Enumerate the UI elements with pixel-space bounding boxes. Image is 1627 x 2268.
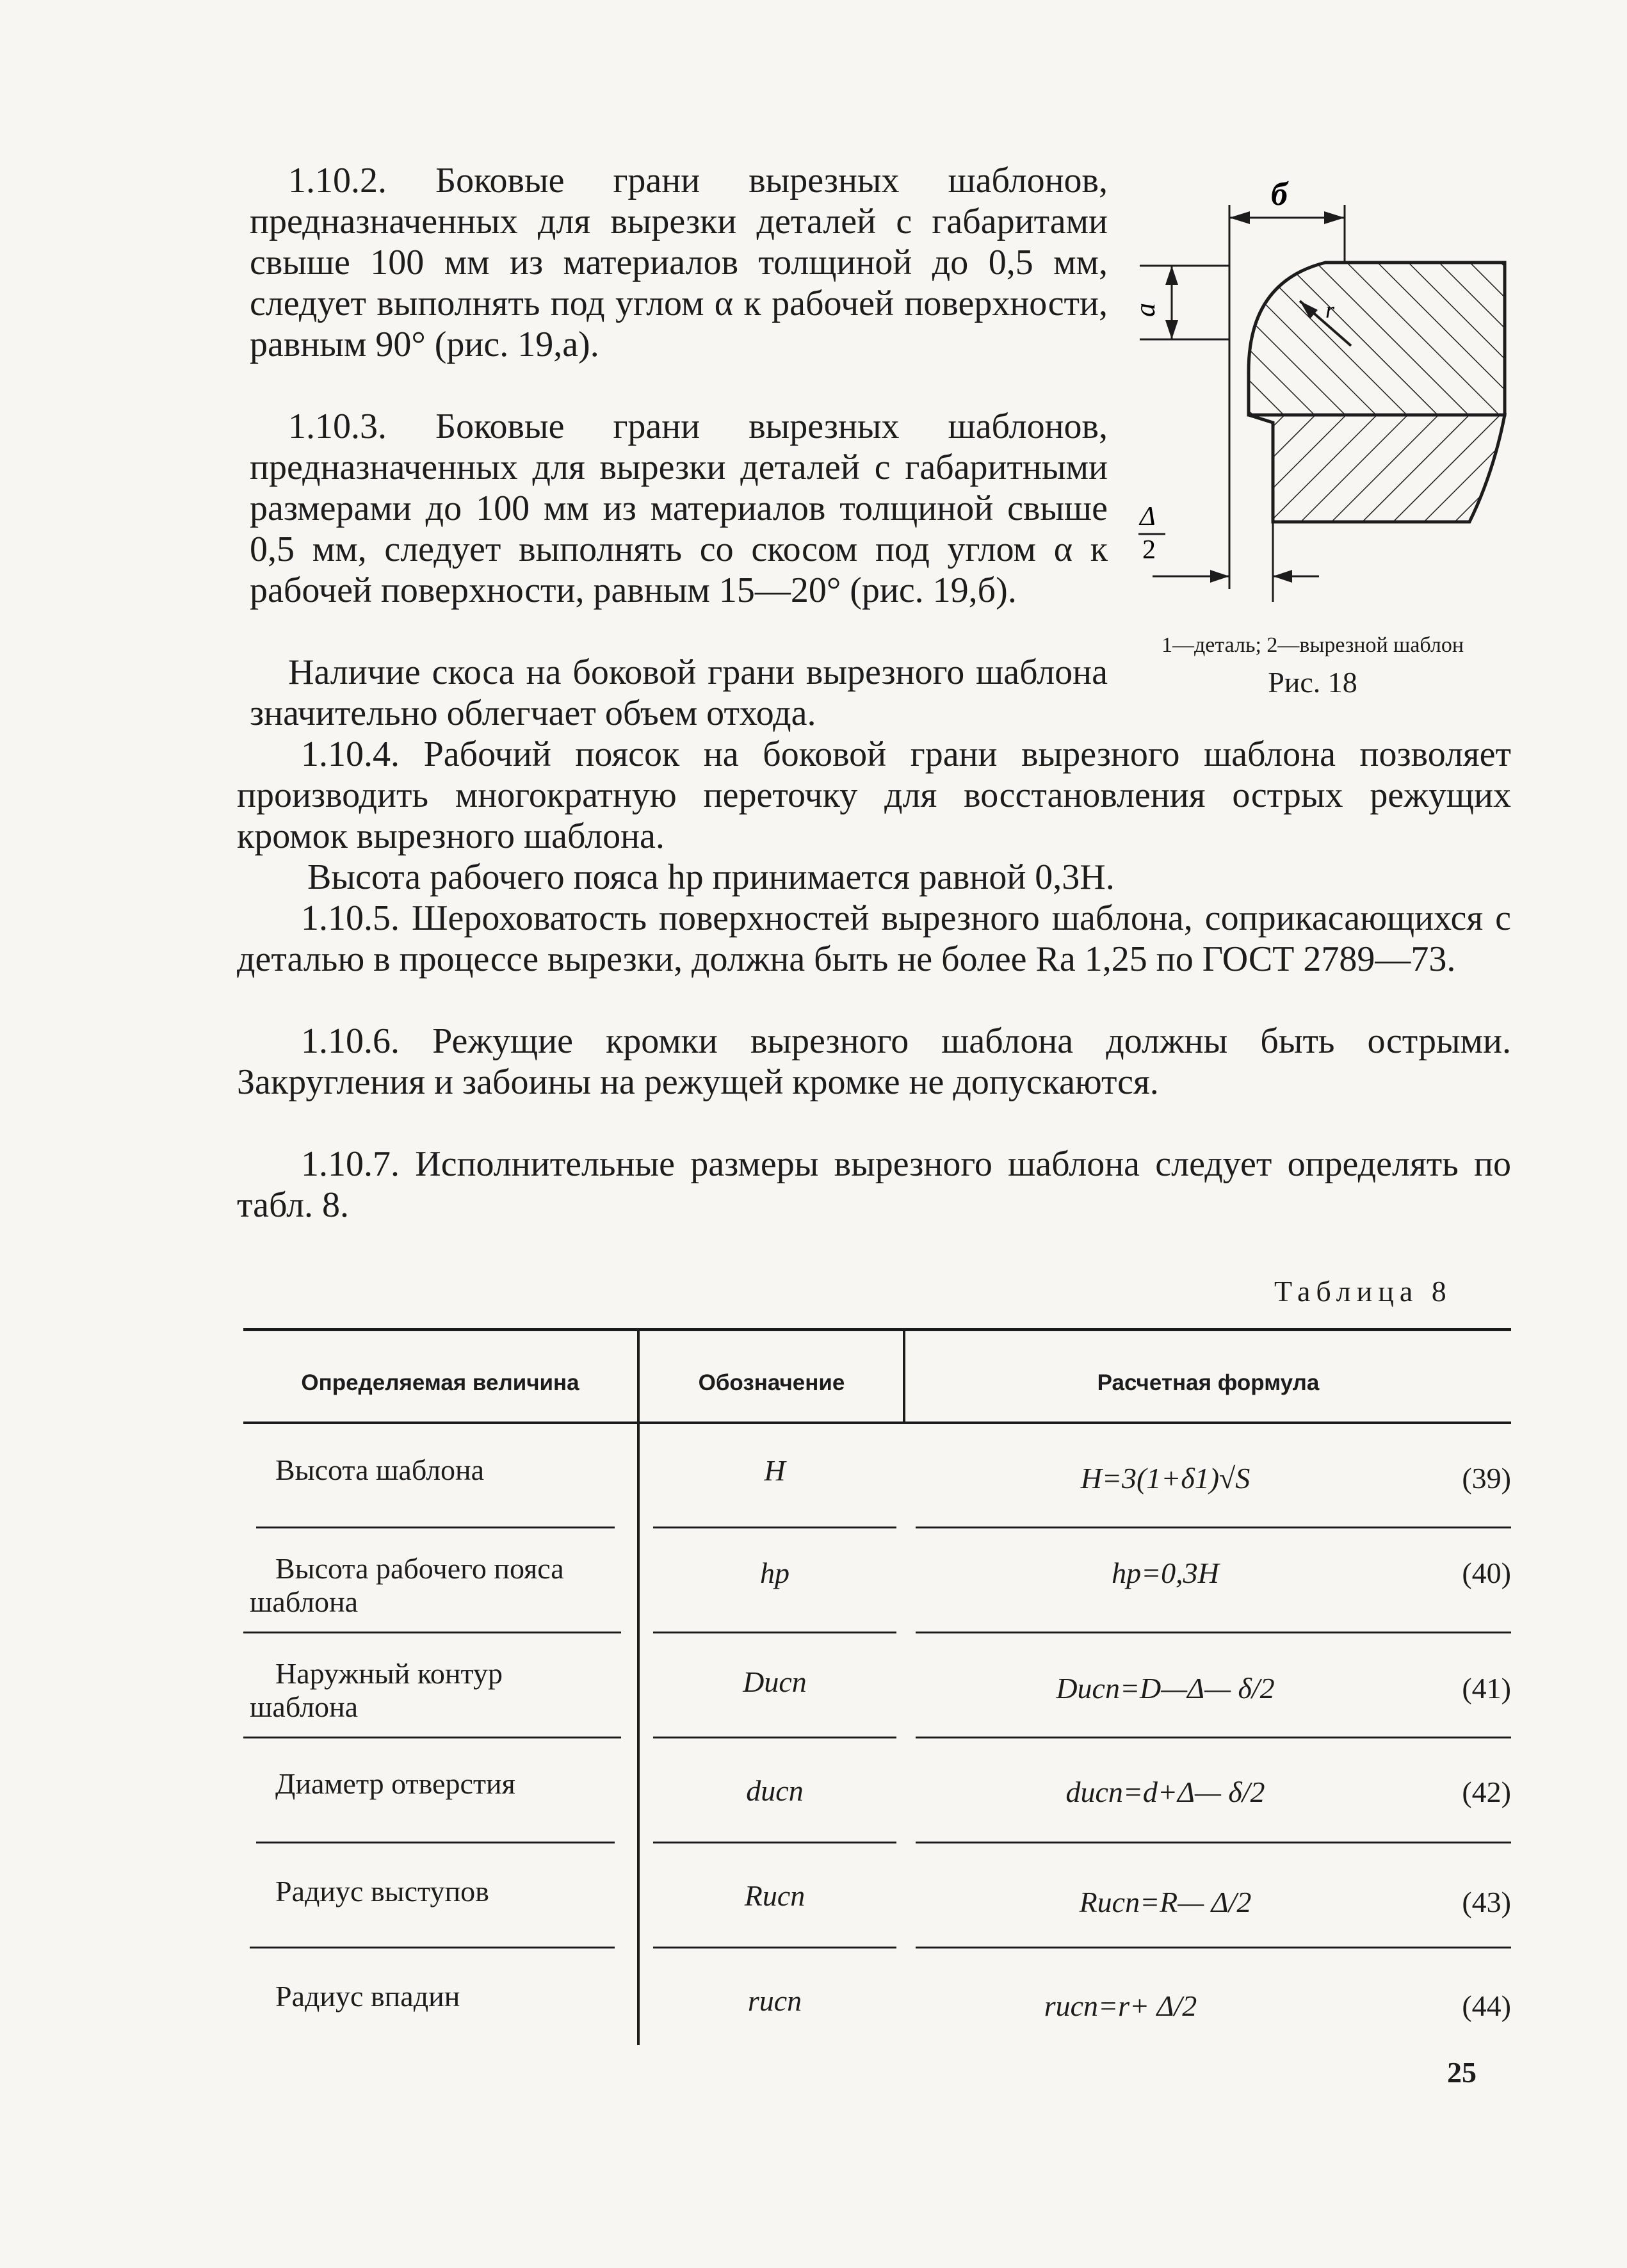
table-top-rule <box>243 1328 1511 1331</box>
table-row-rule <box>653 1947 896 1948</box>
paragraph-1-10-2 <box>250 160 1108 365</box>
table-row-42-number: (42) <box>1462 1776 1511 1808</box>
table-header-rule <box>243 1422 1511 1424</box>
table-header-quantity: Определяемая величина <box>301 1370 579 1395</box>
paragraph-1-10-5: 1.10.5. Шероховатость поверхностей вырезного шаблона, соприкасающихся с деталью в процессе вырезки, должна быть не более Ra 1,25 по ГОСТ 2789—73. <box>237 898 1511 979</box>
table-row-43-number: (43) <box>1462 1886 1511 1918</box>
paragraph-1-10-6: 1.10.6. Режущие кромки вырезного шаблона должны быть острыми. Закругления и забоины на режущей кромке не допускаются. <box>237 1021 1511 1102</box>
table-row-41-number: (41) <box>1462 1672 1511 1705</box>
table-row-40-symbol: hр <box>760 1557 789 1589</box>
table-row-40-quantity: Высота рабочего пояса шаблона <box>250 1552 564 1618</box>
paragraph-1-10-7: 1.10.7. Исполнительные размеры вырезного шаблона следует определять по табл. 8. <box>237 1144 1511 1225</box>
table-row-39-number: (39) <box>1462 1462 1511 1494</box>
dimension-label-delta: Δ <box>1140 502 1156 531</box>
table-row-42-quantity: Диаметр отверстия <box>275 1767 515 1800</box>
table-row-rule <box>916 1842 1511 1843</box>
figure-18-drawing <box>1114 154 1511 615</box>
table-row-rule <box>256 1842 615 1843</box>
table-row-41-symbol: Dисп <box>743 1665 807 1698</box>
table-row-rule <box>250 1947 615 1948</box>
radius-label-r: r <box>1325 297 1335 323</box>
table-header-symbol: Обозначение <box>698 1370 845 1395</box>
part-1-section <box>1249 263 1505 415</box>
table-row-41-formula: Dисп=D—Δ— δ/2 <box>1056 1672 1275 1705</box>
table-row-43-formula: Rисп=R— Δ/2 <box>1079 1886 1252 1918</box>
table-row-rule <box>916 1632 1511 1633</box>
table-row-43-symbol: Rисп <box>744 1879 805 1912</box>
table-row-rule <box>916 1527 1511 1528</box>
table-row-44-quantity: Радиус впадин <box>275 1980 460 2013</box>
table-row-44-symbol: rисп <box>747 1984 802 2017</box>
paragraph-working-belt-height: Высота рабочего пояса hр принимается равной 0,3Н. <box>307 857 1115 897</box>
table-row-rule <box>256 1527 615 1528</box>
table-header-formula: Расчетная формула <box>1097 1370 1320 1395</box>
figure-legend: 1—деталь; 2—вырезной шаблон <box>1161 633 1464 657</box>
paragraph-1-10-2-first-line: 1.10.2. Боковые грани вырезных шаблонов, <box>288 161 1108 200</box>
table-row-39-symbol: H <box>764 1454 786 1487</box>
table-row-rule <box>243 1737 621 1738</box>
paragraph-1-10-3: 1.10.3. Боковые грани вырезных шаблонов, предназначенных для вырезки деталей с габаритными размерами до 100 мм из материалов толщиной свыше 0,5 мм, следует выполнять со скосом под углом α к рабочей поверхности, равным 15—20° (рис. 19,б). <box>250 407 1108 610</box>
dimension-label-b: б <box>1271 176 1288 213</box>
paragraph-1-10-4: 1.10.4. Рабочий поясок на боковой грани вырезного шаблона позволяет производить многократную переточку для восстановления острых режущих кромок вырезного шаблона. <box>237 734 1511 856</box>
table-row-41-quantity: Наружный контур шаблона <box>250 1657 503 1723</box>
paragraph-skos-note: Наличие скоса на боковой грани вырезного шаблона значительно облегчает объем отхода. <box>250 652 1108 733</box>
table-row-rule <box>916 1947 1511 1948</box>
table-row-rule <box>653 1527 896 1528</box>
table-row-rule <box>653 1842 896 1843</box>
table-row-rule <box>916 1737 1511 1738</box>
table-row-42-symbol: dисп <box>746 1774 804 1807</box>
table-column-divider-1 <box>637 1328 640 2045</box>
table-row-44-number: (44) <box>1462 1989 1511 2022</box>
part-2-section <box>1249 415 1505 522</box>
table-row-rule <box>243 1632 621 1633</box>
table-row-42-formula: dисп=d+Δ— δ/2 <box>1065 1776 1265 1808</box>
table-row-40-number: (40) <box>1462 1557 1511 1589</box>
dimension-label-a: а <box>1129 303 1161 317</box>
table-row-40-formula: hр=0,3H <box>1112 1557 1219 1589</box>
table-row-44-formula: rисп=r+ Δ/2 <box>1044 1989 1197 2022</box>
paragraph-1-10-2-body: предназначенных для вырезки деталей с габаритами свыше 100 мм из материалов толщиной до 0,5 мм, следует выполнять под углом α к рабочей поверхности, равным 90° (рис. 19,а). <box>250 202 1108 364</box>
table-row-rule <box>653 1632 896 1633</box>
table-row-43-quantity: Радиус выступов <box>275 1875 489 1908</box>
table-label: Таблица 8 <box>1274 1275 1452 1308</box>
table-row-39-quantity: Высота шаблона <box>275 1454 485 1486</box>
figure-caption: Рис. 18 <box>1268 666 1357 699</box>
dimension-label-two: 2 <box>1142 535 1156 565</box>
table-row-rule <box>653 1737 896 1738</box>
page-number: 25 <box>1447 2056 1477 2089</box>
table-row-39-formula: H=3(1+δ1)√S <box>1080 1462 1251 1494</box>
